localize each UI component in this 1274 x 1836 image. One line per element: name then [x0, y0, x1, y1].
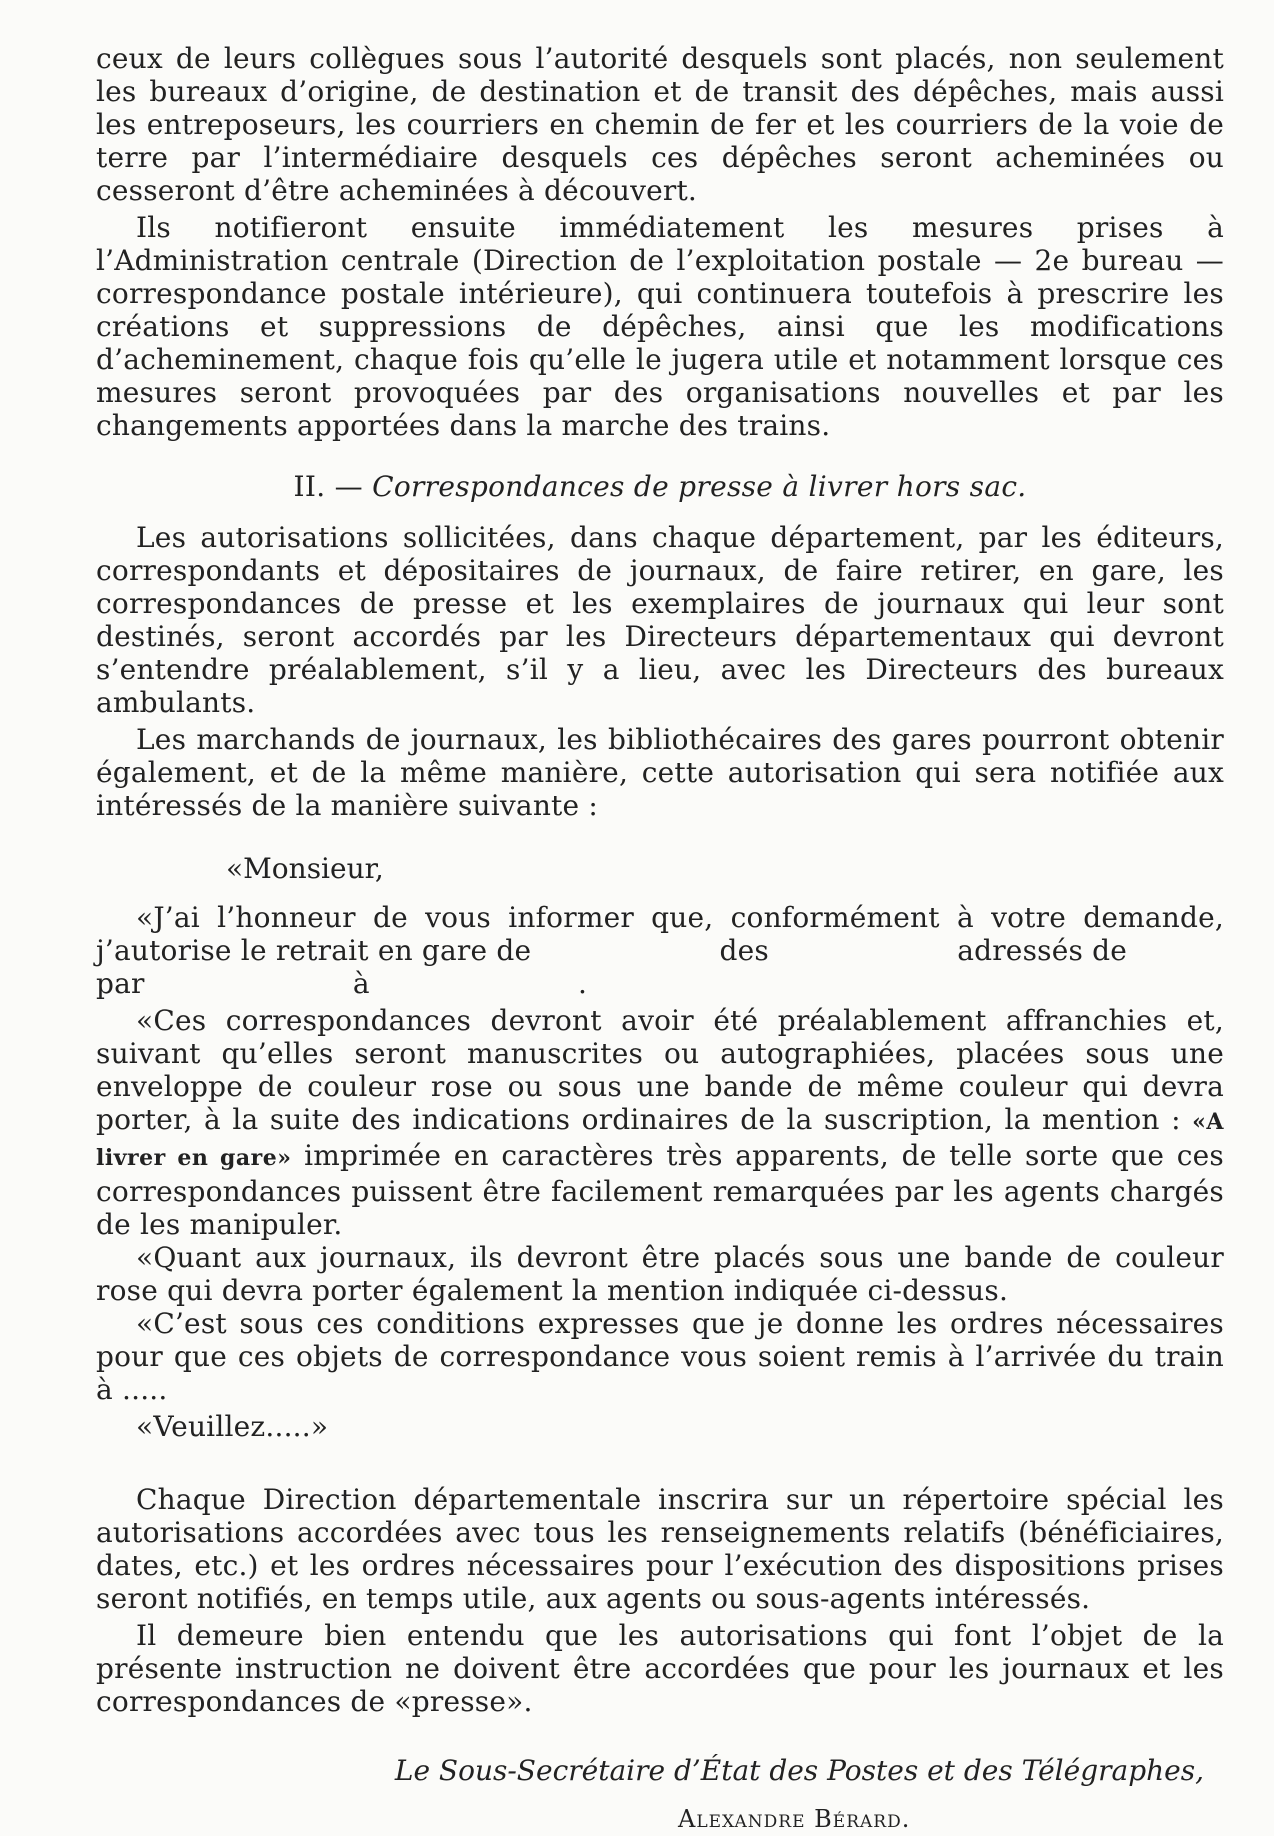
letter-1-adresses: adressés de — [957, 934, 1128, 967]
letter-paragraph-2 — [96, 1004, 1224, 1241]
paragraph-continuation: ceux de leurs collègues sous l’autorité desquels sont placés, non seulement les bureaux d’origine, de destination et de transit des dépêches, mais aussi les entreposeurs, les courriers en chemin de fer et les courriers de la voie de terre par l’intermédiaire desquels ces dépêches seront acheminées ou cesseront d’être acheminées à découvert. — [96, 42, 1224, 207]
paragraph-authorizations: Les autorisations sollicitées, dans chaque département, par les éditeurs, correspondants et dépositaires de journaux, de faire retirer, en gare, les correspondances de presse et les exemplaires de journaux qui leur sont destinés, seront accordés par les Directeurs départementaux qui devront s’entendre préalablement, s’il y a lieu, avec les Directeurs des bureaux ambulants. — [96, 521, 1224, 719]
paragraph-merchants: Les marchands de journaux, les bibliothécaires des gares pourront obtenir également, et de la même manière, cette autorisation qui sera notifiée aux intéressés de la manière suivante : — [96, 723, 1224, 822]
letter-closing: «Veuillez.....» — [136, 1410, 329, 1443]
paragraph-register: Chaque Direction départementale inscrira sur un répertoire spécial les autorisations accordées avec tous les renseignements relatifs (bénéficiaires, dates, etc.) et les ordres nécessaires pour l’exécution des dispositions prises seront notifiés, en temps utile, aux agents ou sous-agents intéressés. — [96, 1483, 1224, 1615]
section-title: Correspondances de presse à livrer hors sac. — [372, 470, 1027, 503]
signature-name: Alexandre Bérard. — [678, 1805, 911, 1833]
letter-paragraph-1 — [96, 901, 1224, 1000]
letter-1-par: par — [96, 967, 145, 1000]
letter-1-text: «J’ai l’honneur de vous informer que, conformément à votre demande, j’autorise le retrait en gare de — [96, 901, 1224, 967]
letter-salutation: «Monsieur, — [226, 852, 384, 885]
paragraph-notification: Ils notifieront ensuite immédiatement les mesures prises à l’Administration centrale (Direction de l’exploitation postale — 2e bureau — correspondance postale intérieure), qui continuera toutefois à prescrire les créations et suppressions de dépêches, ainsi que les modifications d’acheminement, chaque fois qu’elle le jugera utile et notamment lorsque ces mesures seront provoquées par des organisations nouvelles et par les changements apportées dans la marche des trains. — [96, 211, 1224, 442]
letter-2-text-end: imprimée en caractères très apparents, de telle sorte que ces correspondances puissent être facilement remarquées par les agents chargés de les manipuler. — [96, 1139, 1224, 1241]
letter-1-a: à — [352, 967, 370, 1000]
letter-paragraph-4: «C’est sous ces conditions expresses que je donne les ordres nécessaires pour que ces objets de correspondance vous soient remis à l’arrivée du train à ..... — [96, 1307, 1224, 1406]
letter-1-end: . — [577, 967, 588, 1000]
letter-2-text: «Ces correspondances devront avoir été préalablement affranchies et, suivant qu’elles seront manuscrites ou autographiées, placées sous une enveloppe de couleur rose ou sous une bande de même couleur qui devra porter, à la suite des indications ordinaires de la suscription, la mention : — [96, 1004, 1224, 1136]
section-number: II. — — [293, 470, 363, 503]
letter-paragraph-3: «Quant aux journaux, ils devront être placés sous une bande de couleur rose qui devra porter également la mention indiquée ci-dessus. — [96, 1241, 1224, 1307]
letter-2-mention: «A livrer en gare» — [96, 1109, 1224, 1171]
signature-title: Le Sous-Secrétaire d’État des Postes et des Télégraphes, — [394, 1754, 1204, 1787]
paragraph-final: Il demeure bien entendu que les autorisations qui font l’objet de la présente instruction ne doivent être accordées que pour les journaux et les correspondances de «presse». — [96, 1619, 1224, 1718]
section-heading — [96, 470, 1224, 503]
letter-1-des: des — [719, 934, 769, 967]
